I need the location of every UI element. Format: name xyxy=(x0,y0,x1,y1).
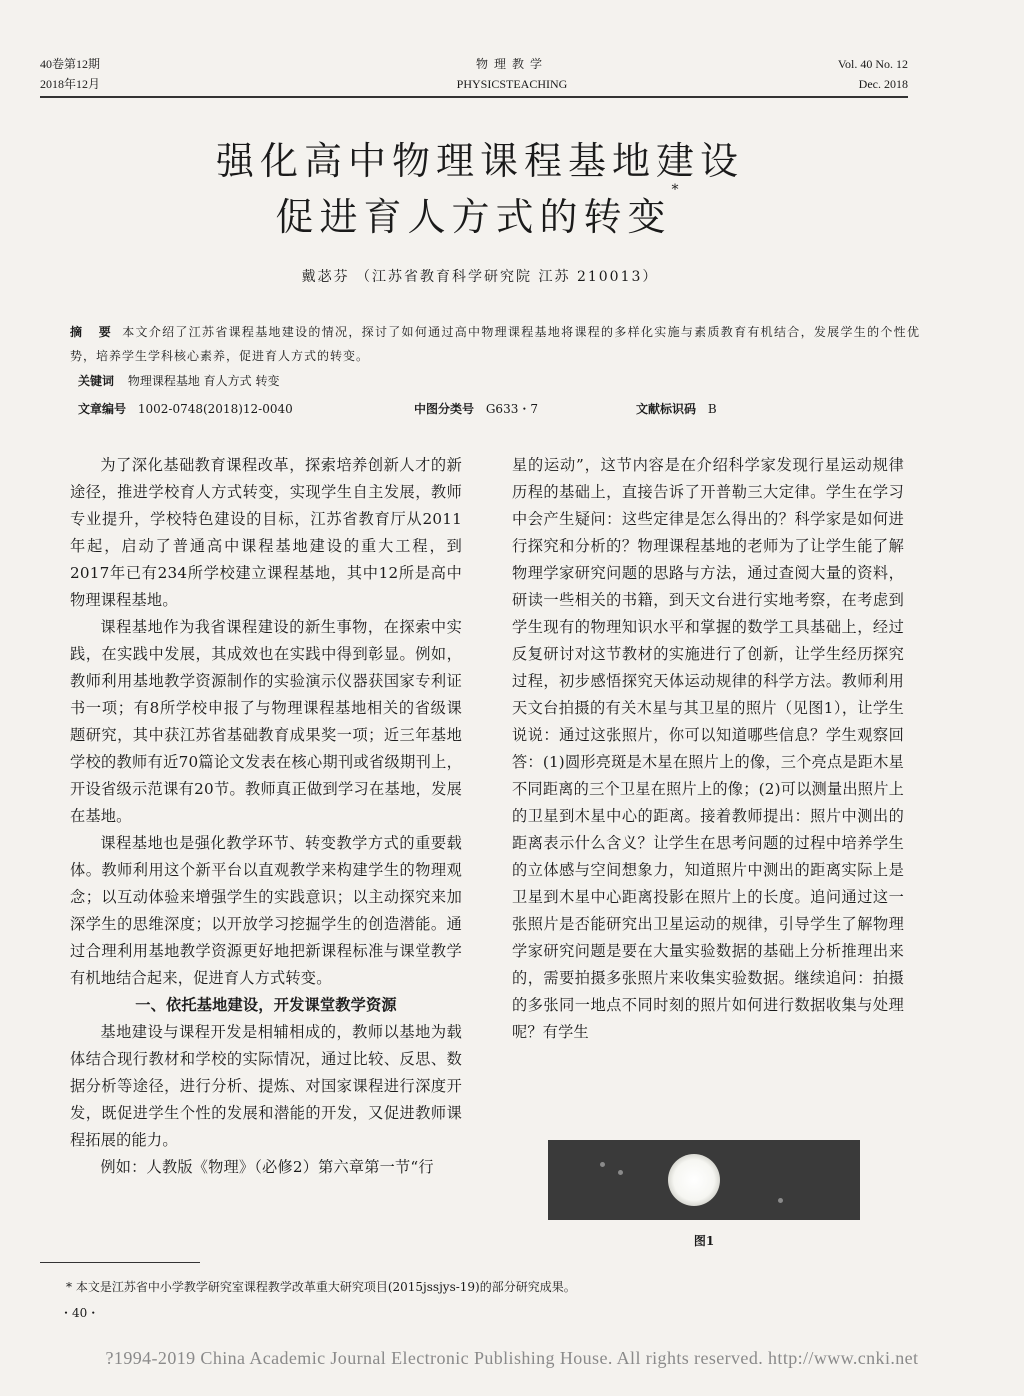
satellite-dot xyxy=(618,1170,623,1175)
journal-name-cn: 物理教学 xyxy=(475,57,548,71)
paragraph: 星的运动”，这节内容是在介绍科学家发现行星运动规律历程的基础上，直接告诉了开普勒三大定律。学生在学习中会产生疑问：这些定律是怎么得出的？科学家是如何进行探究和分析的？物理课程基地的老师为了让学生能了解物理学家研究问题的思路与方法，通过查阅大量的资料，研读一些相关的书籍，到天文台进行实地考察，在考虑到学生现有的物理知识水平和掌握的数学工具基础上，经过反复研讨对这节教材的实施进行了创新，让学生经历探究过程，初步感悟探究天体运动规律的科学方法。教师利用天文台拍摄的有关木星与其卫星的照片（见图1），让学生说说：通过这张照片，你可以知道哪些信息？学生观察回答：(1)圆形亮斑是木星在照片上的像，三个亮点是距木星不同距离的三个卫星在照片上的像；(2)可以测量出照片上的卫星到木星中心的距离。接着教师提出：照片中测出的距离表示什么含义？让学生在思考问题的过程中培养学生的立体感与空间想象力，知道照片中测出的距离实际上是卫星到木星中心距离投影在照片上的长度。追问通过这一张照片是否能研究出卫星运动的规律，引导学生了解物理学家研究问题是要在大量实验数据的基础上分析推理出来的，需要拍摄多张照片来收集实验数据。继续追问：拍摄的多张同一地点不同时刻的照片如何进行数据收集与处理呢？有学生 xyxy=(512,456,904,1041)
paragraph: 基地建设与课程开发是相辅相成的，教师以基地为载体结合现行教材和学校的实际情况，通过比较、反思、数据分析等途径，进行分析、提炼、对国家课程进行深度开发，既促进学生个性的发展和潜能的开发，又促进教师课程拓展的能力。 xyxy=(70,1023,462,1149)
keywords-text: 物理课程基地 育人方式 转变 xyxy=(127,374,280,388)
author-affiliation: 戴苾芬 （江苏省教育科学研究院 江苏 210013） xyxy=(301,269,659,285)
article-number-label: 文章编号 xyxy=(78,402,127,416)
journal-volume-info-en xyxy=(838,54,908,94)
abstract-text: 本文介绍了江苏省课程基地建设的情况，探讨了如何通过高中物理课程基地将课程的多样化实施与素质教育有机结合，发展学生的个性优势，培养学生学科核心素养，促进育人方式的转变。 xyxy=(70,325,920,363)
journal-name-en: PHYSICSTEACHING xyxy=(456,77,568,91)
article-number-value: 1002-0748(2018)12-0040 xyxy=(137,402,293,416)
issue-date-cn: 2018年12月 xyxy=(40,77,101,91)
keywords xyxy=(78,372,279,389)
figure-caption: 图1 xyxy=(693,1234,715,1248)
title-line2-text: 促进育人方式的转变 xyxy=(275,195,672,239)
header-rule xyxy=(40,96,908,98)
jupiter-satellite-photo xyxy=(548,1140,860,1220)
paragraph: 课程基地作为我省课程建设的新生事物，在探索中实践，在实践中发展，其成效也在实践中得到彰显。例如，教师利用基地教学资源制作的实验演示仪器获国家专利证书一项；有8所学校申报了与物理课程基地相关的省级课题研究，其中获江苏省基础教育成果奖一项；近三年基地学校的教师有近70篇论文发表在核心期刊或省级期刊上，开设省级示范课有20节。教师真正做到学习在基地，发展在基地。 xyxy=(70,618,462,825)
article-number xyxy=(78,400,293,417)
footnote-rule xyxy=(40,1262,200,1263)
classification-number xyxy=(414,400,538,417)
paragraph: 课程基地也是强化教学环节、转变教学方式的重要载体。教师利用这个新平台以直观教学来构建学生的物理观念；以互动体验来增强学生的实践意识；以主动探究来加深学生的思维深度；以开放学习挖掘学生的创造潜能。通过合理利用基地教学资源更好地把新课程标准与课堂教学有机地结合起来，促进育人方式转变。 xyxy=(70,834,462,987)
paragraph: 为了深化基础教育课程改革，探索培养创新人才的新途径，推进学校育人方式转变，实现学生自主发展，教师专业提升，学校特色建设的目标，江苏省教育厅从2011年起，启动了普通高中课程基地建设的重大工程，到2017年已有234所学校建立课程基地，其中12所是高中物理课程基地。 xyxy=(70,456,462,609)
satellite-dot xyxy=(600,1162,605,1167)
body-column-left xyxy=(70,452,462,1181)
paragraph: 例如：人教版《物理》（必修2）第六章第一节“行 xyxy=(100,1158,434,1176)
title-footnote-marker: * xyxy=(671,182,685,198)
volume-issue-en: Vol. 40 No. 12 xyxy=(837,57,908,71)
article-title-line1: 强化高中物理课程基地建设 xyxy=(215,139,744,183)
satellite-dot xyxy=(778,1198,783,1203)
issue-date-en: Dec. 2018 xyxy=(858,77,908,91)
footnote: * 本文是江苏省中小学教学研究室课程教学改革重大研究项目(2015jssjys-19)的部分研究成果。 xyxy=(66,1280,576,1294)
copyright-notice: ?1994-2019 China Academic Journal Electronic Publishing House. All rights reserved. http://www.cnki.net xyxy=(105,1348,919,1368)
abstract-label: 摘 要 xyxy=(70,325,118,339)
body-column-right xyxy=(512,452,904,1046)
classification-label: 中图分类号 xyxy=(414,402,475,416)
document-code-value: B xyxy=(707,402,717,416)
document-code-label: 文献标识码 xyxy=(636,402,697,416)
document-code xyxy=(636,400,717,417)
volume-issue: 40卷第12期 xyxy=(40,57,101,71)
abstract xyxy=(70,320,920,368)
classification-value: G633・7 xyxy=(485,402,538,416)
page-number: ・40・ xyxy=(60,1306,100,1320)
article-title-line2 xyxy=(0,182,960,241)
jupiter-disc xyxy=(668,1154,720,1206)
keywords-label: 关键词 xyxy=(78,374,115,388)
section-heading: 一、依托基地建设，开发课堂教学资源 xyxy=(135,996,397,1014)
